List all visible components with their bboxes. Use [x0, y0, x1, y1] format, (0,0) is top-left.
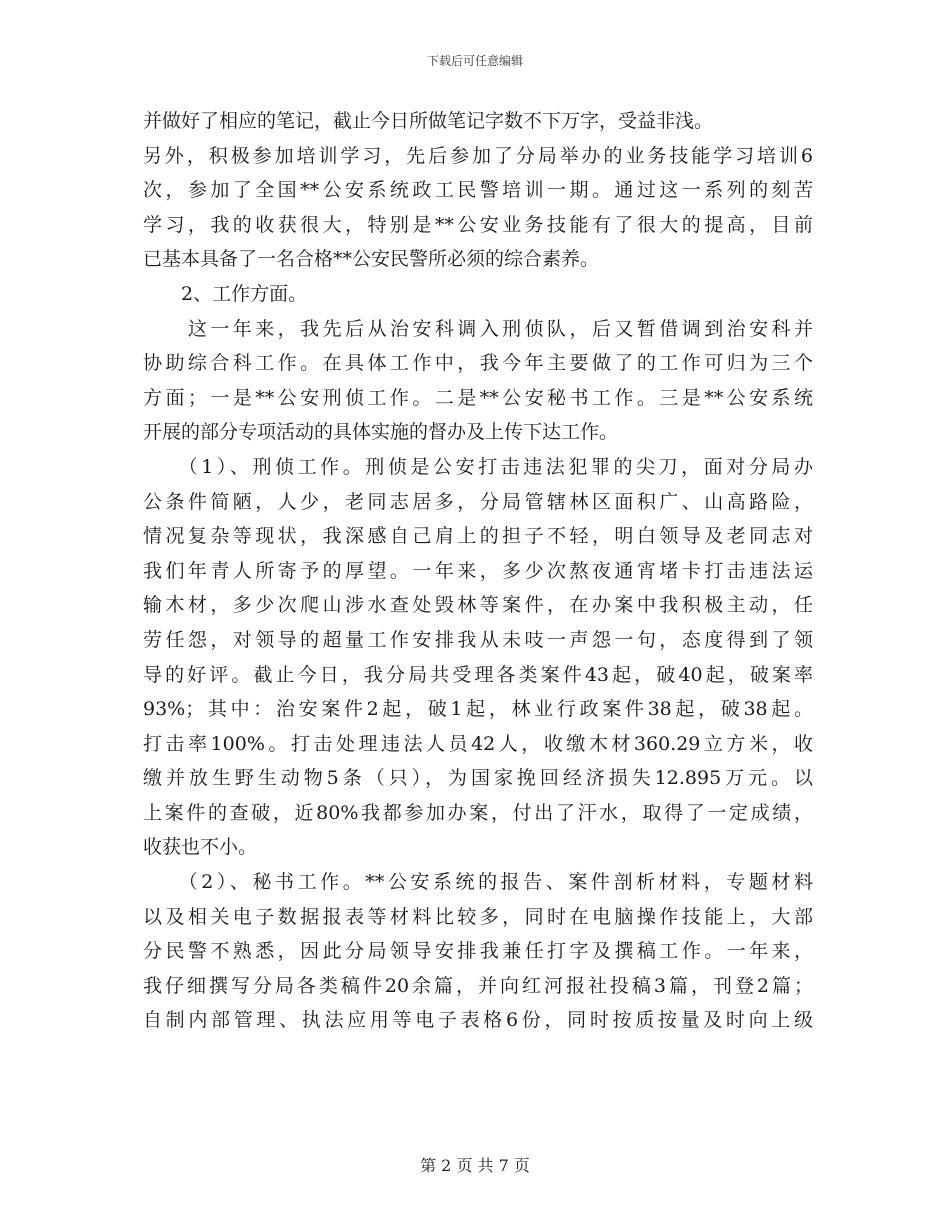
body-line: 2、工作方面。: [143, 282, 308, 305]
body-line: 公条件简陋，人少，老同志居多，分局管辖林区面积广、山高路险，: [143, 490, 813, 513]
body-line: 并做好了相应的笔记，截止今日所做笔记字数不下万字，受益非浅。: [143, 110, 714, 132]
body-line: 这一年来，我先后从治安科调入刑侦队，后又暂借调到治安科并: [143, 317, 813, 340]
body-line: 缴并放生野生动物5条（只），为国家挽回经济损失12.895万元。以: [143, 767, 813, 790]
body-line: 自制内部管理、执法应用等电子表格6份，同时按质按量及时向上级: [143, 1009, 813, 1032]
body-line: 打击率100%。打击处理违法人员42人，收缴木材360.29立方米，收: [143, 732, 813, 755]
body-line: 导的好评。截止今日，我分局共受理各类案件43起，破40起，破案率: [143, 663, 813, 686]
document-body: [143, 104, 813, 1038]
body-line: （1）、刑侦工作。刑侦是公安打击违法犯罪的尖刀，面对分局办: [143, 455, 813, 478]
body-line: 我们年青人所寄予的厚望。一年来，多少次熬夜通宵堵卡打击违法运: [143, 559, 813, 582]
body-line: 收获也不小。: [143, 836, 258, 859]
body-line: 次，参加了全国**公安系统政工民警培训一期。通过这一系列的刻苦: [143, 179, 813, 202]
body-line: 劳任怨，对领导的超量工作安排我从未吱一声怨一句，态度得到了领: [143, 628, 813, 651]
body-line: 分民警不熟悉，因此分局领导安排我兼任打字及撰稿工作。一年来，: [143, 940, 813, 963]
body-line: 情况复杂等现状，我深感自己肩上的担子不轻，明白领导及老同志对: [143, 525, 813, 548]
body-line: 学习，我的收获很大，特别是**公安业务技能有了很大的提高，目前: [143, 213, 813, 236]
body-line: 上案件的查破，近80%我都参加办案，付出了汗水，取得了一定成绩，: [143, 801, 813, 824]
body-line: 已基本具备了一名合格**公安民警所必须的综合素养。: [143, 248, 600, 271]
body-line: 我仔细撰写分局各类稿件20余篇，并向红河报社投稿3篇，刊登2篇；: [143, 974, 813, 997]
page-header: 下载后可任意编辑: [426, 54, 523, 68]
body-line: 方面；一是**公安刑侦工作。二是**公安秘书工作。三是**公安系统: [143, 386, 813, 409]
body-line: 93%；其中：治安案件2起，破1起，林业行政案件38起，破38起。: [143, 698, 813, 721]
body-line: 另外，积极参加培训学习，先后参加了分局举办的业务技能学习培训6: [143, 144, 813, 167]
body-line: 开展的部分专项活动的具体实施的督办及上传下达工作。: [143, 421, 619, 444]
body-line: （2）、秘书工作。**公安系统的报告、案件剖析材料，专题材料: [143, 871, 813, 894]
body-line: 协助综合科工作。在具体工作中，我今年主要做了的工作可归为三个: [143, 352, 813, 375]
body-line: 输木材，多少次爬山涉水查处毁林等案件，在办案中我积极主动，任: [143, 594, 813, 617]
body-line: 以及相关电子数据报表等材料比较多，同时在电脑操作技能上，大部: [143, 905, 813, 928]
page-number-footer: 第 2 页 共 7 页: [420, 1156, 530, 1175]
